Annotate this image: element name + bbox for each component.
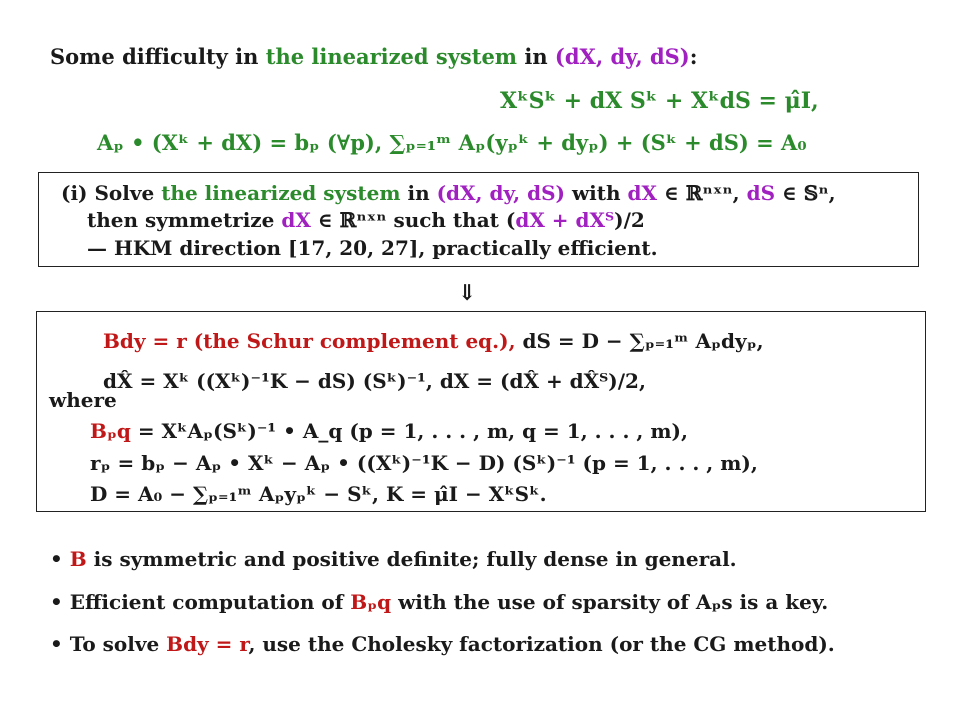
intro-vars: (dX, dy, dS)	[554, 44, 690, 69]
hkm-l1-ds: dS	[746, 181, 776, 205]
bullet-3-eq: Bdy = r	[166, 632, 249, 656]
hkm-l1-linearized: the linearized system	[161, 181, 401, 205]
intro-colon: :	[689, 44, 698, 69]
intro-line	[50, 44, 698, 70]
hkm-l2-c: ∈ ℝⁿˣⁿ such that (	[310, 208, 516, 232]
hkm-l2-a: then symmetrize	[87, 208, 282, 232]
hkm-line-2	[87, 207, 645, 233]
hkm-line-1	[61, 180, 836, 206]
bullet-2-bpq: Bₚq	[350, 590, 392, 614]
schur-line-3	[90, 418, 688, 444]
schur-eq: Bdy = r (the Schur complement eq.),	[103, 329, 516, 353]
intro-mid: in	[517, 44, 555, 69]
bullet-3	[50, 631, 835, 657]
hkm-box	[38, 172, 919, 267]
hkm-l1-i: ∈ 𝕊ⁿ,	[775, 181, 836, 205]
bullet-2	[50, 589, 828, 615]
hkm-l1-e: with	[565, 181, 628, 205]
down-arrow-icon: ⇓	[458, 280, 477, 306]
intro-prefix: Some difficulty in	[50, 44, 266, 69]
schur-bpq: Bₚq	[90, 419, 131, 443]
hkm-l1-c: in	[400, 181, 437, 205]
equation-1: XᵏSᵏ + dX Sᵏ + XᵏdS = μ̂I,	[500, 88, 819, 114]
bullet-dot-icon: •	[50, 632, 63, 656]
hkm-l1-vars: (dX, dy, dS)	[436, 181, 565, 205]
schur-ds: dS = D − ∑ₚ₌₁ᵐ Aₚdyₚ,	[515, 329, 764, 353]
equation-2: Aₚ • (Xᵏ + dX) = bₚ (∀p), ∑ₚ₌₁ᵐ Aₚ(yₚᵏ + dyₚ) + (Sᵏ + dS) = A₀	[97, 130, 807, 155]
schur-line-1	[103, 328, 764, 354]
hkm-l1-a: (i) Solve	[61, 181, 162, 205]
hkm-line-3: — HKM direction [17, 20, 27], practically efficient.	[87, 236, 658, 260]
bullet-1-b: B	[69, 547, 87, 571]
bullet-2-a: Efficient computation of	[69, 590, 351, 614]
schur-line-4: rₚ = bₚ − Aₚ • Xᵏ − Aₚ • ((Xᵏ)⁻¹K − D) (Sᵏ)⁻¹ (p = 1, . . . , m),	[90, 451, 758, 475]
schur-bpq-def: = XᵏAₚ(Sᵏ)⁻¹ • A_q (p = 1, . . . , m, q = 1, . . . , m),	[130, 419, 688, 443]
schur-line-2: dX̂ = Xᵏ ((Xᵏ)⁻¹K − dS) (Sᵏ)⁻¹, dX = (dX̂ + dX̂ᵀ)/2,	[103, 369, 646, 393]
bullet-3-c: , use the Cholesky factorization (or the CG method).	[248, 632, 835, 656]
bullet-3-a: To solve	[69, 632, 167, 656]
hkm-l2-e: )/2	[614, 208, 645, 232]
schur-where: where	[49, 388, 117, 412]
hkm-l1-g: ∈ ℝⁿˣⁿ,	[657, 181, 747, 205]
bullet-dot-icon: •	[50, 547, 63, 571]
hkm-l1-dx: dX	[627, 181, 658, 205]
hkm-l2-dx: dX	[281, 208, 311, 232]
hkm-l2-sym: dX + dXᵀ	[515, 208, 615, 232]
bullet-2-c: with the use of sparsity of Aₚs is a key.	[391, 590, 829, 614]
schur-box	[36, 311, 926, 512]
schur-line-5: D = A₀ − ∑ₚ₌₁ᵐ Aₚyₚᵏ − Sᵏ, K = μ̂I − XᵏSᵏ.	[90, 482, 547, 506]
bullet-1-text: is symmetric and positive definite; fully dense in general.	[86, 547, 737, 571]
intro-linearized: the linearized system	[265, 44, 518, 69]
bullet-1	[50, 546, 737, 572]
bullet-dot-icon: •	[50, 590, 63, 614]
